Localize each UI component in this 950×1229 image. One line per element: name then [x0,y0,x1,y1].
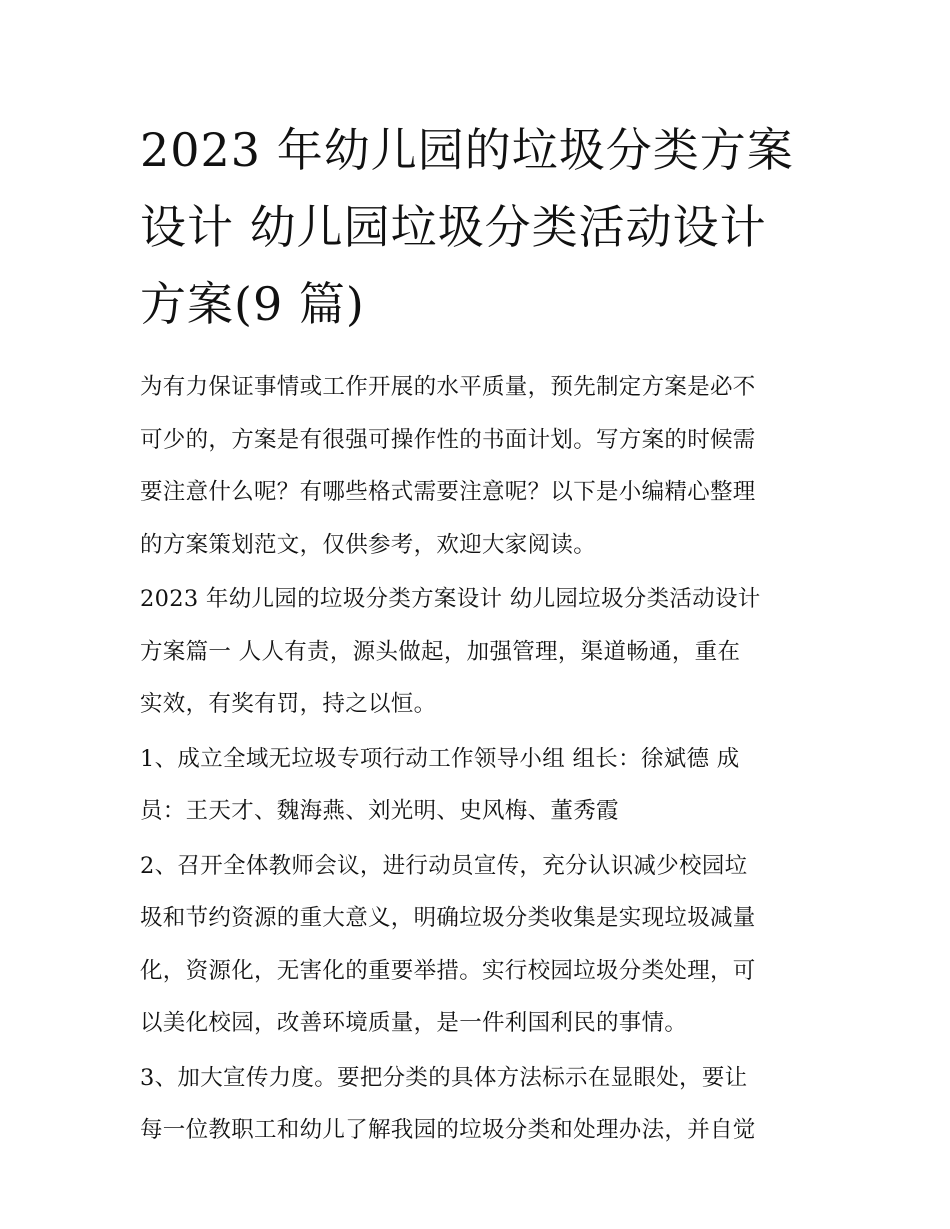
text-line: 以美化校园，改善环境质量，是一件利国利民的事情。 [140,1010,688,1036]
document-title [140,112,812,343]
text-line: 2023 年幼儿园的垃圾分类方案设计 幼儿园垃圾分类活动设计 [140,586,761,612]
document-page [140,112,812,1159]
text-line: 可少的，方案是有很强可操作性的书面计划。写方案的时候需 [140,426,756,453]
intro-paragraph [140,361,812,571]
list-item-3 [140,1052,812,1157]
text-line: 2、召开全体教师会议，进行动员宣传，充分认识减少校园垃 [140,852,748,879]
list-item-1 [140,733,812,838]
text-line: 1、成立全域无垃圾专项行动工作领导小组 组长：徐斌德 成 [140,745,740,772]
text-line: 员：王天才、魏海燕、刘光明、史风梅、董秀霞 [140,798,619,824]
text-line: 圾和节约资源的重大意义，明确垃圾分类收集是实现垃圾减量 [140,905,756,931]
document-body [140,361,812,1157]
text-line: 为有力保证事情或工作开展的水平质量，预先制定方案是必不 [140,374,756,400]
list-item-2 [140,840,812,1050]
text-line: 实效，有奖有罚，持之以恒。 [140,691,437,717]
text-line: 每一位教职工和幼儿了解我园的垃圾分类和处理办法，并自觉 [140,1117,756,1143]
title-line: 2023 年幼儿园的垃圾分类方案 [140,123,794,177]
text-line: 方案篇一 人人有责，源头做起，加强管理，渠道畅通，重在 [140,638,741,665]
text-line: 3、加大宣传力度。要把分类的具体方法标示在显眼处，要让 [140,1064,748,1091]
text-line: 化，资源化，无害化的重要举措。实行校园垃圾分类处理，可 [140,957,756,984]
section-heading-paragraph [140,573,812,731]
text-line: 要注意什么呢？有哪些格式需要注意呢？以下是小编精心整理 [140,479,756,505]
title-line: 设计 幼儿园垃圾分类活动设计 [140,200,767,254]
title-line: 方案(9 篇) [140,277,365,331]
text-line: 的方案策划范文，仅供参考，欢迎大家阅读。 [140,531,597,558]
